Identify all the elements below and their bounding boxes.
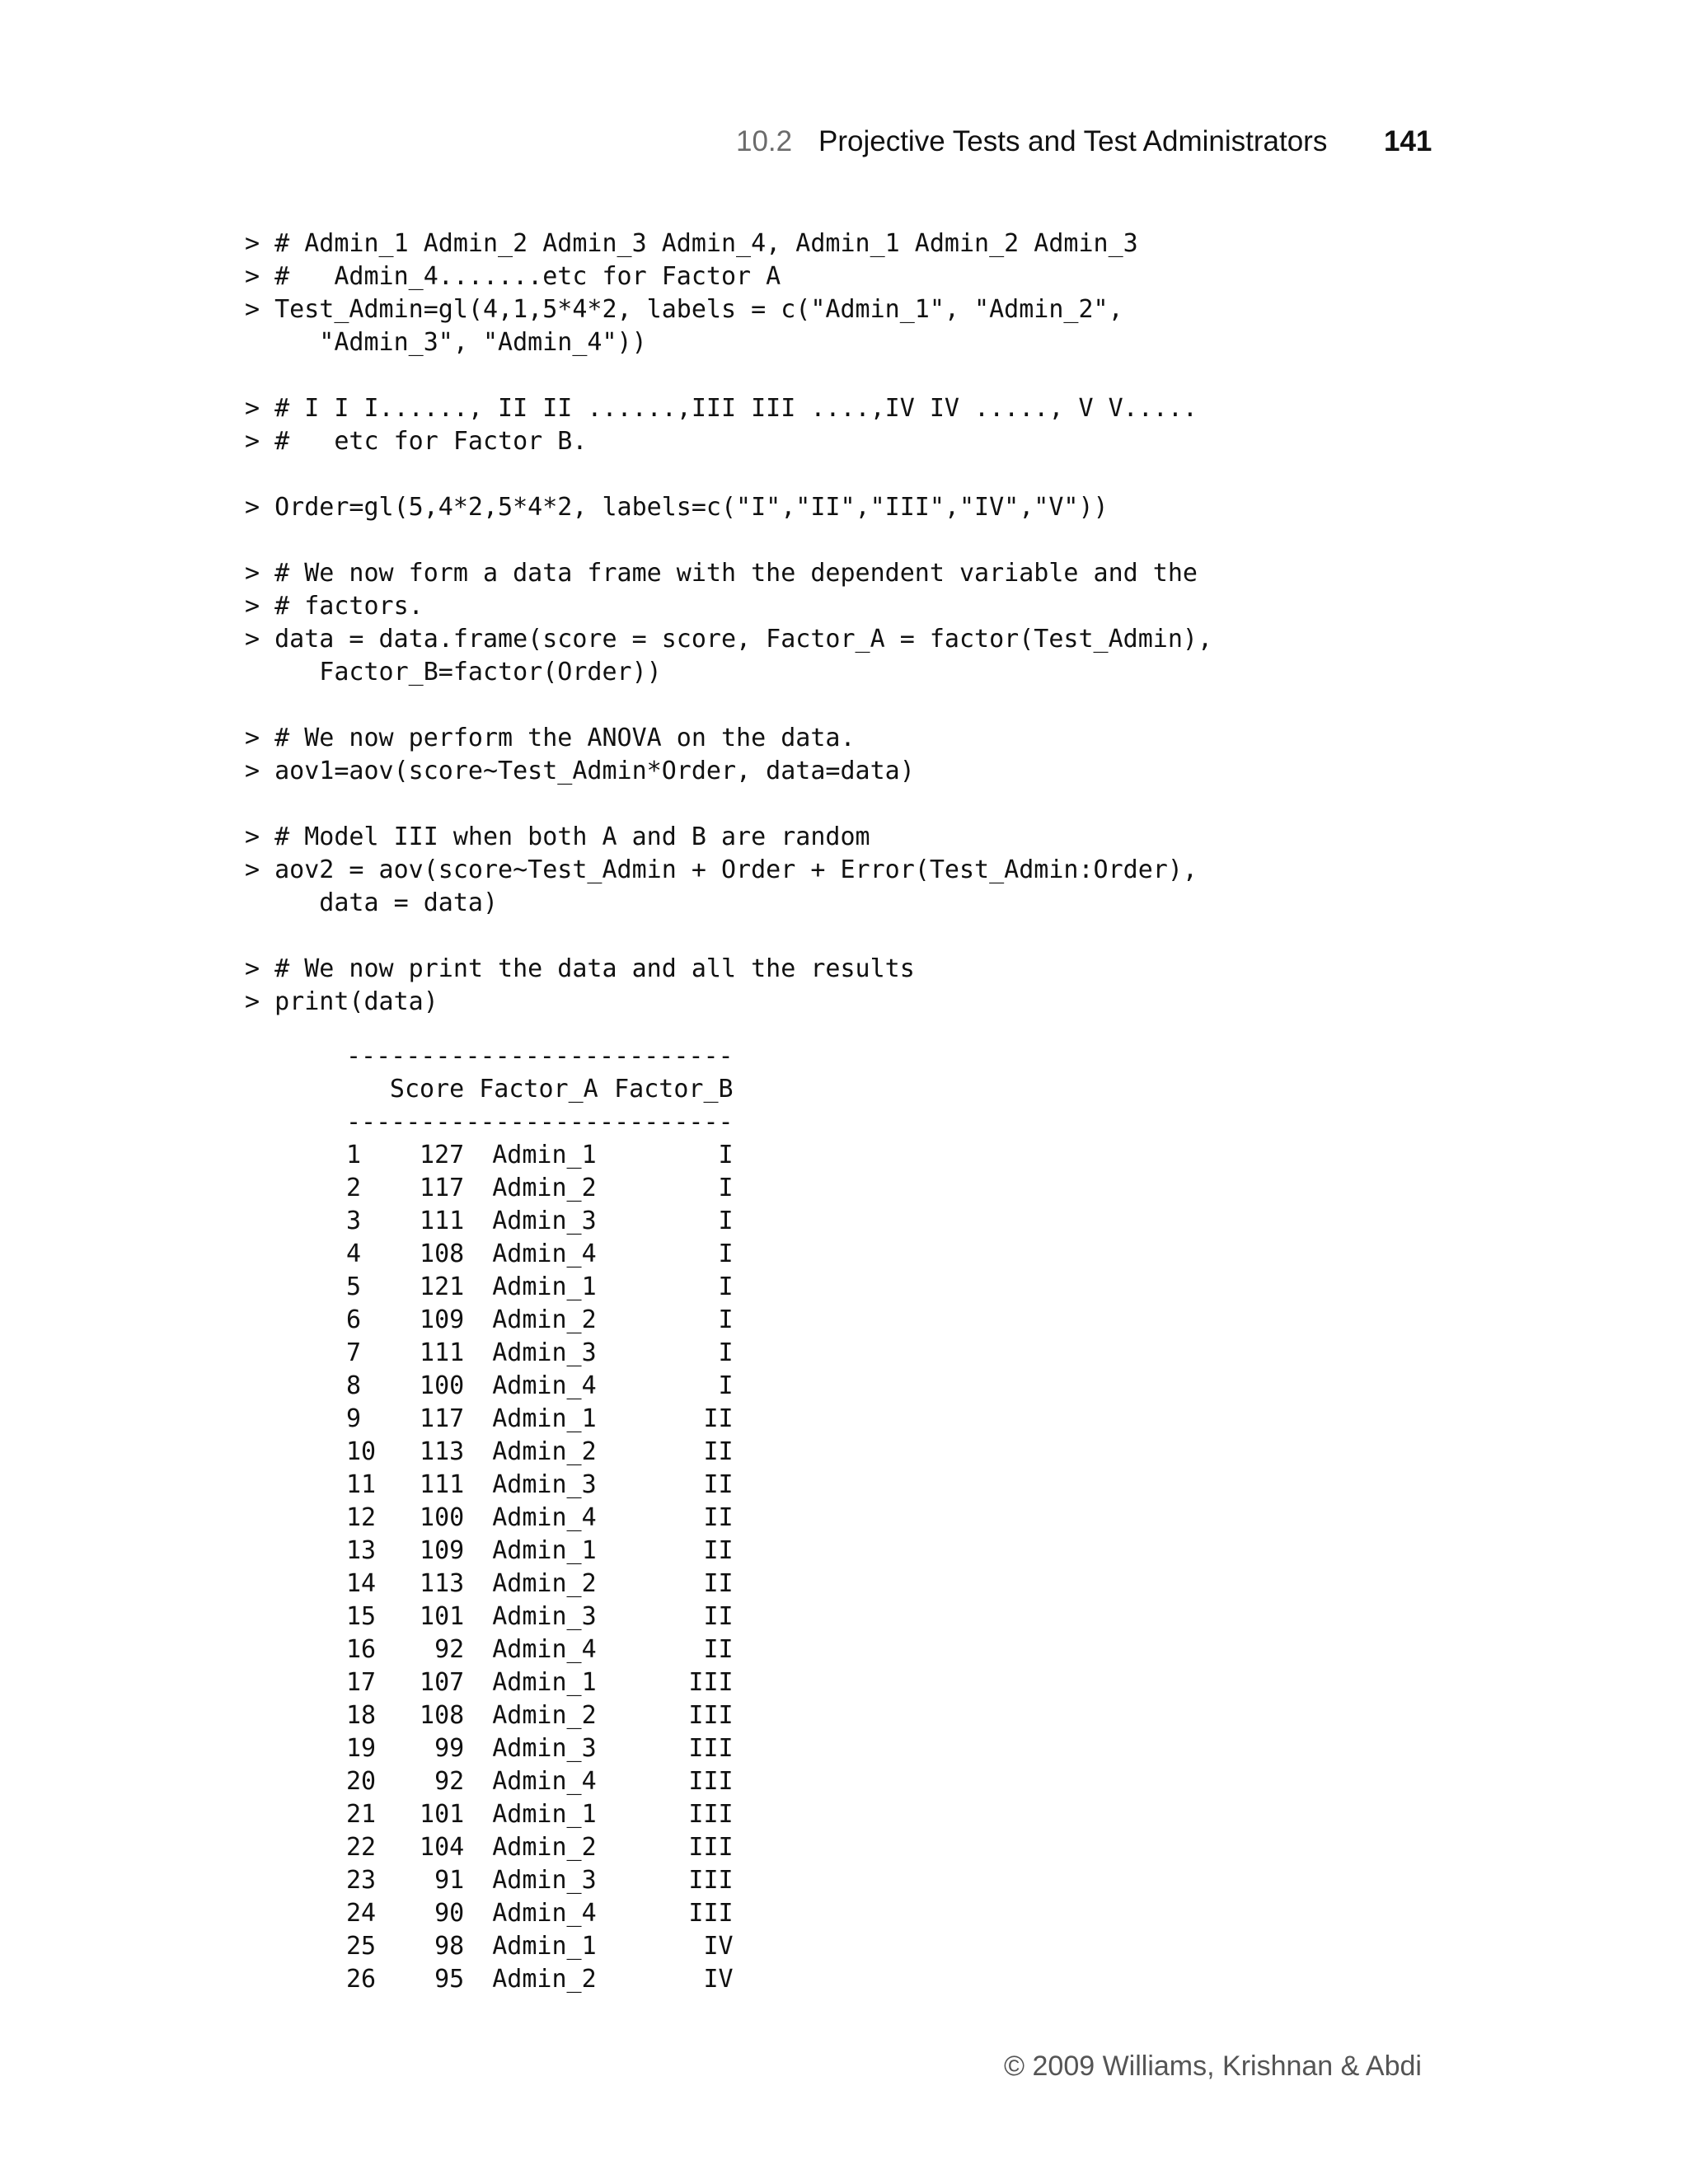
score-cell: 92 <box>434 1767 465 1796</box>
code-line: Factor_B=factor(Order)) <box>245 658 662 687</box>
factor-a-cell: Admin_1 <box>492 1404 597 1433</box>
code-line: "Admin_3", "Admin_4")) <box>245 328 647 357</box>
factor-b-cell: I <box>718 1174 734 1202</box>
row-index: 12 <box>346 1503 377 1532</box>
score-cell: 113 <box>420 1569 465 1598</box>
code-line: data = data) <box>245 888 499 917</box>
factor-b-cell: III <box>688 1899 734 1928</box>
score-column-header: Score <box>389 1075 465 1104</box>
code-line: > # We now perform the ANOVA on the data. <box>245 724 856 752</box>
section-title: Projective Tests and Test Administrators <box>818 125 1328 157</box>
table-body <box>346 1106 734 1996</box>
factor-a-cell: Admin_2 <box>492 1437 597 1466</box>
score-cell: 90 <box>434 1899 465 1928</box>
copyright-notice: © 2009 Williams, Krishnan & Abdi <box>1004 2050 1422 2082</box>
factor-b-cell: I <box>718 1240 734 1268</box>
table-row <box>346 1831 734 1864</box>
table-row <box>346 1436 734 1469</box>
factor-a-cell: Admin_4 <box>492 1240 597 1268</box>
code-line: > # I I I......, II II ......,III III ....,IV IV ....., V V..... <box>245 394 1198 423</box>
code-line: > # We now form a data frame with the dependent variable and the <box>245 559 1198 588</box>
table-row <box>346 1139 734 1172</box>
factor-b-cell: III <box>688 1734 734 1763</box>
factor-a-cell: Admin_3 <box>492 1207 597 1235</box>
factor-a-cell: Admin_1 <box>492 1536 597 1565</box>
row-index: 26 <box>346 1965 377 1994</box>
factor-b-cell: II <box>703 1437 734 1466</box>
table-row <box>346 1601 734 1633</box>
factor-b-cell: I <box>718 1272 734 1301</box>
table-row <box>346 1930 734 1963</box>
row-index: 19 <box>346 1734 377 1763</box>
score-cell: 111 <box>420 1470 465 1499</box>
row-index: 10 <box>346 1437 377 1466</box>
factor-a-cell: Admin_4 <box>492 1371 597 1400</box>
table-row <box>346 1666 734 1699</box>
factor-b-column-header: Factor_B <box>614 1075 734 1104</box>
factor-a-cell: Admin_3 <box>492 1338 597 1367</box>
score-cell: 91 <box>434 1866 465 1895</box>
score-cell: 100 <box>420 1503 465 1532</box>
score-cell: 104 <box>420 1833 465 1862</box>
table-row <box>346 1403 734 1436</box>
factor-b-cell: II <box>703 1569 734 1598</box>
factor-b-cell: I <box>718 1207 734 1235</box>
factor-b-cell: I <box>718 1305 734 1334</box>
score-cell: 101 <box>420 1800 465 1829</box>
row-index: 8 <box>346 1371 362 1400</box>
row-index: 21 <box>346 1800 377 1829</box>
page-number: 141 <box>1384 125 1432 157</box>
factor-a-cell: Admin_1 <box>492 1800 597 1829</box>
table-row <box>346 1205 734 1238</box>
factor-a-cell: Admin_4 <box>492 1899 597 1928</box>
factor-a-cell: Admin_4 <box>492 1635 597 1664</box>
data-table <box>346 1073 734 1996</box>
code-line: > # Admin_1 Admin_2 Admin_3 Admin_4, Admin_1 Admin_2 Admin_3 <box>245 229 1138 258</box>
factor-a-cell: Admin_3 <box>492 1866 597 1895</box>
factor-a-cell: Admin_3 <box>492 1602 597 1631</box>
factor-a-cell: Admin_2 <box>492 1965 597 1994</box>
row-index: 4 <box>346 1240 362 1268</box>
score-cell: 101 <box>420 1602 465 1631</box>
code-line: > # factors. <box>245 592 424 621</box>
table-row <box>346 1568 734 1601</box>
score-cell: 107 <box>420 1668 465 1697</box>
factor-b-cell: I <box>718 1141 734 1169</box>
row-index: 2 <box>346 1174 362 1202</box>
code-line <box>245 458 1212 491</box>
factor-a-cell: Admin_4 <box>492 1767 597 1796</box>
table-row <box>346 1337 734 1370</box>
code-line: > Test_Admin=gl(4,1,5*4*2, labels = c("Admin_1", "Admin_2", <box>245 295 1123 324</box>
factor-b-cell: III <box>688 1833 734 1862</box>
table-row <box>346 1370 734 1403</box>
code-line: > # Model III when both A and B are random <box>245 823 870 851</box>
table-row <box>346 1864 734 1897</box>
factor-a-cell: Admin_3 <box>492 1734 597 1763</box>
factor-b-cell: IV <box>703 1965 734 1994</box>
table-row <box>346 1502 734 1535</box>
factor-b-cell: I <box>718 1371 734 1400</box>
row-index: 9 <box>346 1404 362 1433</box>
factor-b-cell: II <box>703 1635 734 1664</box>
row-index-header <box>346 1073 390 1106</box>
table-header-row <box>346 1073 734 1106</box>
score-cell: 117 <box>420 1174 465 1202</box>
score-cell: 117 <box>420 1404 465 1433</box>
row-index: 1 <box>346 1141 362 1169</box>
factor-b-cell: II <box>703 1470 734 1499</box>
code-line <box>245 920 1212 953</box>
code-line <box>245 788 1212 821</box>
factor-b-cell: II <box>703 1404 734 1433</box>
table-row <box>346 1765 734 1798</box>
table-row <box>346 1732 734 1765</box>
score-cell: 109 <box>420 1536 465 1565</box>
table-row <box>346 1469 734 1502</box>
factor-a-column-header: Factor_A <box>479 1075 598 1104</box>
row-index: 13 <box>346 1536 377 1565</box>
factor-a-cell: Admin_1 <box>492 1272 597 1301</box>
table-row <box>346 1699 734 1732</box>
score-cell: 108 <box>420 1701 465 1730</box>
factor-b-cell: III <box>688 1701 734 1730</box>
score-cell: 111 <box>420 1338 465 1367</box>
score-cell: 99 <box>434 1734 465 1763</box>
table-top-rule: -------------------------- <box>346 1042 734 1071</box>
row-index: 6 <box>346 1305 362 1334</box>
code-line: > Order=gl(5,4*2,5*4*2, labels=c("I","II","III","IV","V")) <box>245 493 1109 522</box>
score-cell: 100 <box>420 1371 465 1400</box>
factor-b-cell: II <box>703 1536 734 1565</box>
score-cell: 113 <box>420 1437 465 1466</box>
score-cell: 95 <box>434 1965 465 1994</box>
row-index: 20 <box>346 1767 377 1796</box>
row-index: 14 <box>346 1569 377 1598</box>
row-index: 23 <box>346 1866 377 1895</box>
factor-b-cell: III <box>688 1767 734 1796</box>
table-row <box>346 1271 734 1304</box>
code-line: > aov1=aov(score~Test_Admin*Order, data=data) <box>245 757 915 785</box>
row-index: 11 <box>346 1470 377 1499</box>
code-line: > print(data) <box>245 987 438 1016</box>
factor-b-cell: I <box>718 1338 734 1367</box>
code-line <box>245 359 1212 392</box>
score-cell: 108 <box>420 1240 465 1268</box>
section-number: 10.2 <box>736 125 793 157</box>
factor-a-cell: Admin_1 <box>492 1932 597 1961</box>
page-header <box>0 125 1688 166</box>
table-row <box>346 1963 734 1996</box>
factor-a-cell: Admin_2 <box>492 1569 597 1598</box>
r-code-listing <box>245 227 1212 1019</box>
factor-a-cell: Admin_1 <box>492 1141 597 1169</box>
factor-b-cell: IV <box>703 1932 734 1961</box>
table-row <box>346 1304 734 1337</box>
factor-a-cell: Admin_2 <box>492 1305 597 1334</box>
table-row <box>346 1897 734 1930</box>
factor-a-cell: Admin_1 <box>492 1668 597 1697</box>
row-index: 24 <box>346 1899 377 1928</box>
factor-b-cell: II <box>703 1503 734 1532</box>
row-index: 18 <box>346 1701 377 1730</box>
table-header-rule: -------------------------- <box>346 1108 734 1137</box>
table-row <box>346 1798 734 1831</box>
factor-a-cell: Admin_2 <box>492 1833 597 1862</box>
table-row <box>346 1172 734 1205</box>
code-line: > # We now print the data and all the results <box>245 954 915 983</box>
factor-a-cell: Admin_4 <box>492 1503 597 1532</box>
code-line: > # etc for Factor B. <box>245 427 588 456</box>
code-line <box>245 689 1212 722</box>
factor-b-cell: III <box>688 1866 734 1895</box>
row-index: 3 <box>346 1207 362 1235</box>
row-index: 16 <box>346 1635 377 1664</box>
data-output-table-block <box>346 1040 734 1994</box>
factor-b-cell: III <box>688 1668 734 1697</box>
score-cell: 92 <box>434 1635 465 1664</box>
factor-a-cell: Admin_3 <box>492 1470 597 1499</box>
row-index: 17 <box>346 1668 377 1697</box>
code-line: > data = data.frame(score = score, Factor_A = factor(Test_Admin), <box>245 625 1212 654</box>
row-index: 22 <box>346 1833 377 1862</box>
table-row <box>346 1633 734 1666</box>
code-line: > # Admin_4.......etc for Factor A <box>245 262 781 291</box>
code-line <box>245 524 1212 557</box>
row-index: 25 <box>346 1932 377 1961</box>
factor-b-cell: III <box>688 1800 734 1829</box>
score-cell: 121 <box>420 1272 465 1301</box>
row-index: 15 <box>346 1602 377 1631</box>
table-row <box>346 1238 734 1271</box>
score-cell: 111 <box>420 1207 465 1235</box>
factor-b-cell: II <box>703 1602 734 1631</box>
score-cell: 109 <box>420 1305 465 1334</box>
factor-a-cell: Admin_2 <box>492 1701 597 1730</box>
row-index: 5 <box>346 1272 362 1301</box>
score-cell: 127 <box>420 1141 465 1169</box>
table-row <box>346 1535 734 1568</box>
row-index: 7 <box>346 1338 362 1367</box>
factor-a-cell: Admin_2 <box>492 1174 597 1202</box>
score-cell: 98 <box>434 1932 465 1961</box>
code-line: > aov2 = aov(score~Test_Admin + Order + Error(Test_Admin:Order), <box>245 855 1198 884</box>
